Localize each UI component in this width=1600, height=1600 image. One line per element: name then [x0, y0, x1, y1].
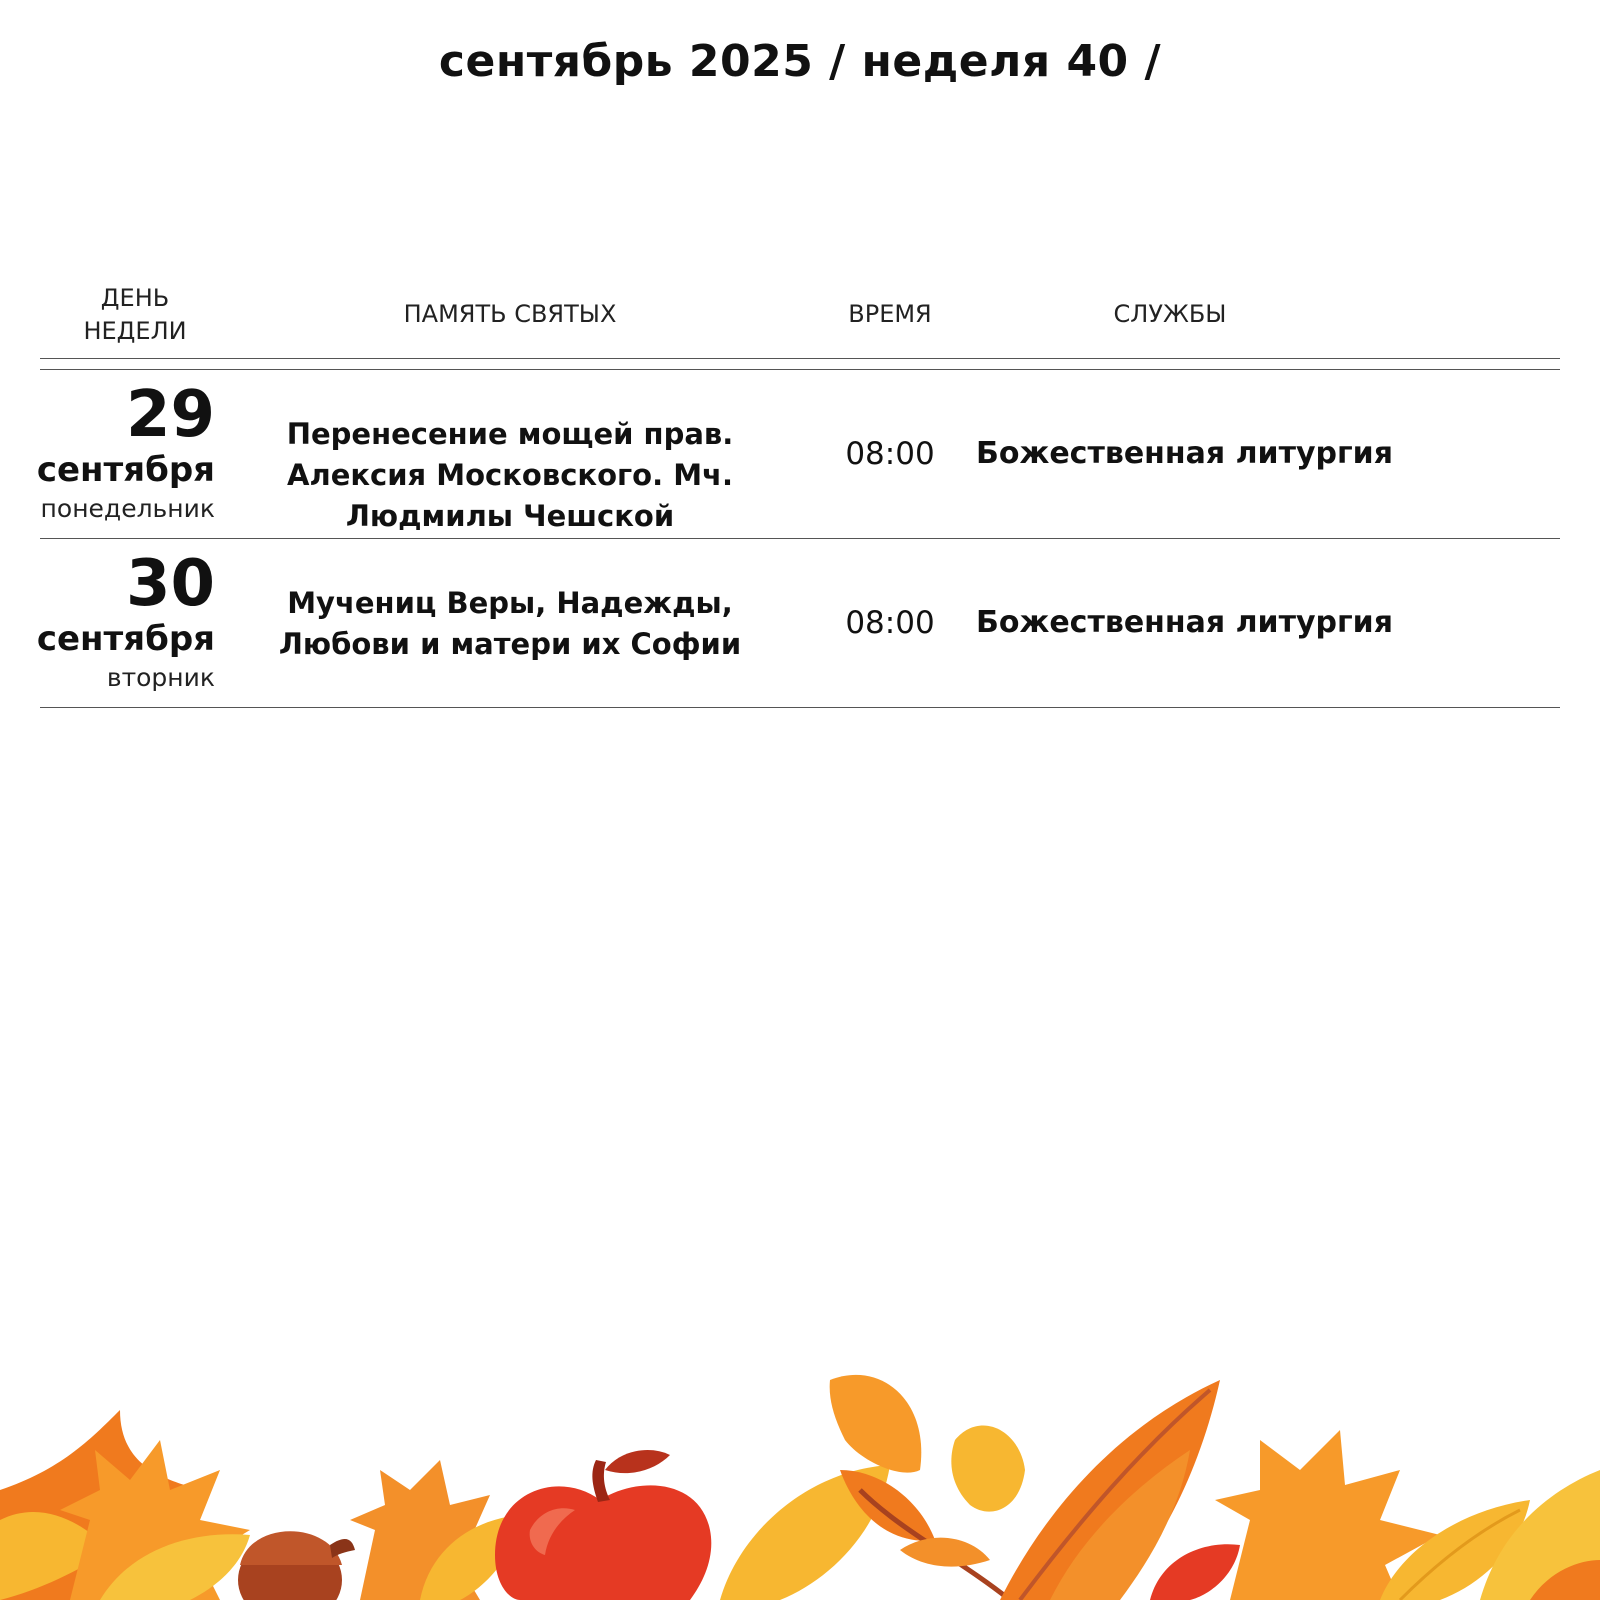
header-day: [40, 282, 230, 348]
acorn-cap-icon: [240, 1531, 342, 1565]
table-row: [36, 539, 1560, 708]
header-day-label: ДЕНЬ НЕДЕЛИ: [83, 284, 187, 345]
header-services: СЛУЖБЫ: [1113, 300, 1227, 328]
date-month: сентября: [36, 619, 215, 659]
table-row: [36, 370, 1560, 539]
service-name: Божественная литургия: [976, 605, 1393, 640]
saints-commemoration: Мучениц Веры, Надежды, Любови и матери их Софии: [278, 586, 742, 661]
leaf-icon: [830, 1375, 922, 1473]
page-title: сентябрь 2025 / неделя 40 /: [438, 36, 1162, 87]
schedule-table: [36, 270, 1560, 708]
apple-stem-icon: [592, 1460, 610, 1502]
date-number: 29: [125, 378, 215, 452]
leaf-icon: [1150, 1544, 1240, 1600]
header-divider: [40, 359, 1560, 370]
header-time: ВРЕМЯ: [848, 300, 932, 328]
date-weekday: понедельник: [40, 494, 215, 523]
header-saints: ПАМЯТЬ СВЯТЫХ: [403, 300, 617, 328]
saints-commemoration: Перенесение мощей прав. Алексия Московского. Мч. Людмилы Чешской: [286, 417, 734, 533]
acorn-stem-icon: [330, 1539, 355, 1558]
leaf-icon: [900, 1538, 990, 1567]
service-time: 08:00: [845, 605, 935, 641]
apple-icon: [495, 1485, 711, 1600]
leaf-icon: [951, 1426, 1025, 1512]
autumn-leaves-border: [0, 1320, 1600, 1600]
table-header: [40, 270, 1560, 359]
date-month: сентября: [36, 450, 215, 490]
date-weekday: вторник: [106, 663, 215, 692]
service-time: 08:00: [845, 436, 935, 472]
date-number: 30: [125, 547, 215, 621]
service-name: Божественная литургия: [976, 436, 1393, 471]
leaf-icon: [605, 1450, 670, 1473]
